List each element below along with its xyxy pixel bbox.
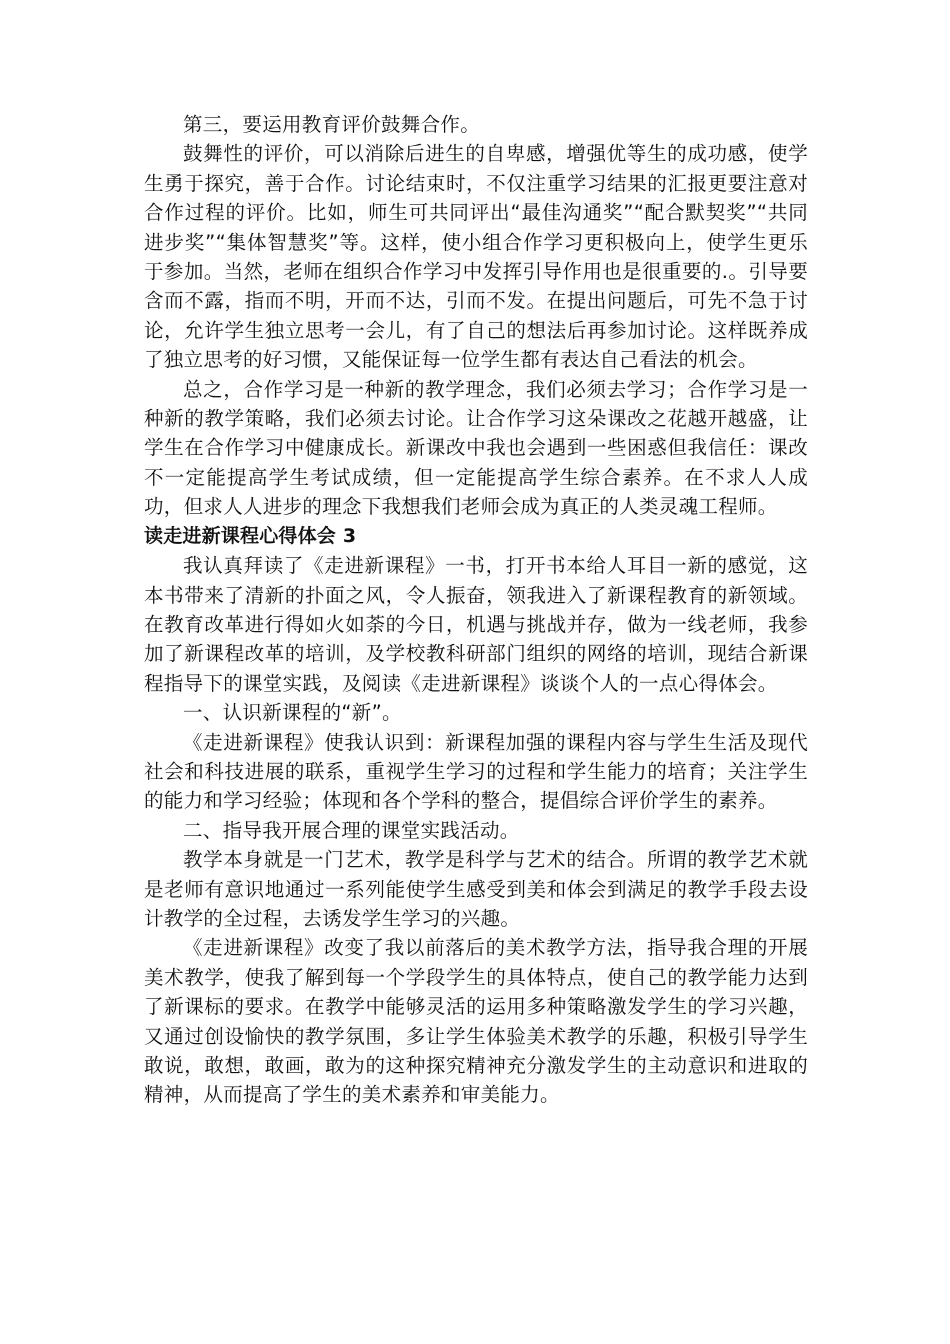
paragraph-teaching-art: 教学本身就是一门艺术，教学是科学与艺术的结合。所谓的教学艺术就是老师有意识地通过一系列能使学生感受到美和体会到满足的教学手段去设计教学的全过程，去诱发学生学习的兴趣。 [144,848,808,930]
paragraph-evaluation-title: 第三，要运用教育评价鼓舞合作。 [183,113,481,136]
paragraph-point-two-title: 二、指导我开展合理的课堂实践活动。 [183,818,520,842]
section-heading: 读走进新课程心得体会 3 [144,524,357,547]
paragraph-intro: 我认真拜读了《走进新课程》一书，打开书本给人耳目一新的感觉，这本书带来了清新的扑面之风，令人振奋，领我进入了新课程教育的新领域。在教育改革进行得如火如荼的今日，机遇与挑战并存，做为一线老师，我参加了新课程改革的培训，及学校教科研部门组织的网络的培训，现结合新课程指导下的课堂实践，及阅读《走进新课程》谈谈个人的一点心得体会。 [144,554,808,695]
paragraph-conclusion: 总之，合作学习是一种新的教学理念，我们必须去学习；合作学习是一种新的教学策略，我们必须去讨论。让合作学习这朵课改之花越开越盛，让学生在合作学习中健康成长。新课改中我也会遇到一些困惑但我信任：课改不一定能提高学生考试成绩，但一定能提高学生综合素养。在不求人人成功，但求人人进步的理念下我想我们老师会成为真正的人类灵魂工程师。 [144,377,808,519]
paragraph-evaluation-body: 鼓舞性的评价，可以消除后进生的自卑感，增强优等生的成功感，使学生勇于探究，善于合作。讨论结束时，不仅注重学习结果的汇报更要注意对合作过程的评价。比如，师生可共同评出“最佳沟通奖”“配合默契奖”“共同进步奖”“集体智慧奖”等。这样，使小组合作学习更积极向上，使学生更乐于参加。当然，老师在组织合作学习中发挥引导作用也是很重要的.。引导要含而不露，指而不明，开而不达，引而不发。在提出问题后，可先不急于讨论，允许学生独立思考一会儿，有了自己的想法后再参加讨论。这样既养成了独立思考的好习惯，又能保证每一位学生都有表达自己看法的机会。 [144,142,808,372]
paragraph-point-one-body: 《走进新课程》使我认识到：新课程加强的课程内容与学生生活及现代社会和科技进展的联系，重视学生学习的过程和学生能力的培育；关注学生的能力和学习经验；体现和各个学科的整合，提倡综合评价学生的素养。 [144,730,808,813]
document-page [144,110,808,1110]
paragraph-point-one-title: 一、认识新课程的“新”。 [183,701,402,725]
paragraph-art-teaching: 《走进新课程》改变了我以前落后的美术教学方法，指导我合理的开展美术教学，使我了解到每一个学段学生的具体特点，使自己的教学能力达到了新课标的要求。在教学中能够灵活的运用多种策略激发学生的学习兴趣，又通过创设愉快的教学氛围，多让学生体验美术教学的乐趣，积极引导学生敢说，敢想，敢画，敢为的这种探究精神充分激发学生的主动意识和进取的精神，从而提高了学生的美术素养和审美能力。 [144,936,808,1107]
